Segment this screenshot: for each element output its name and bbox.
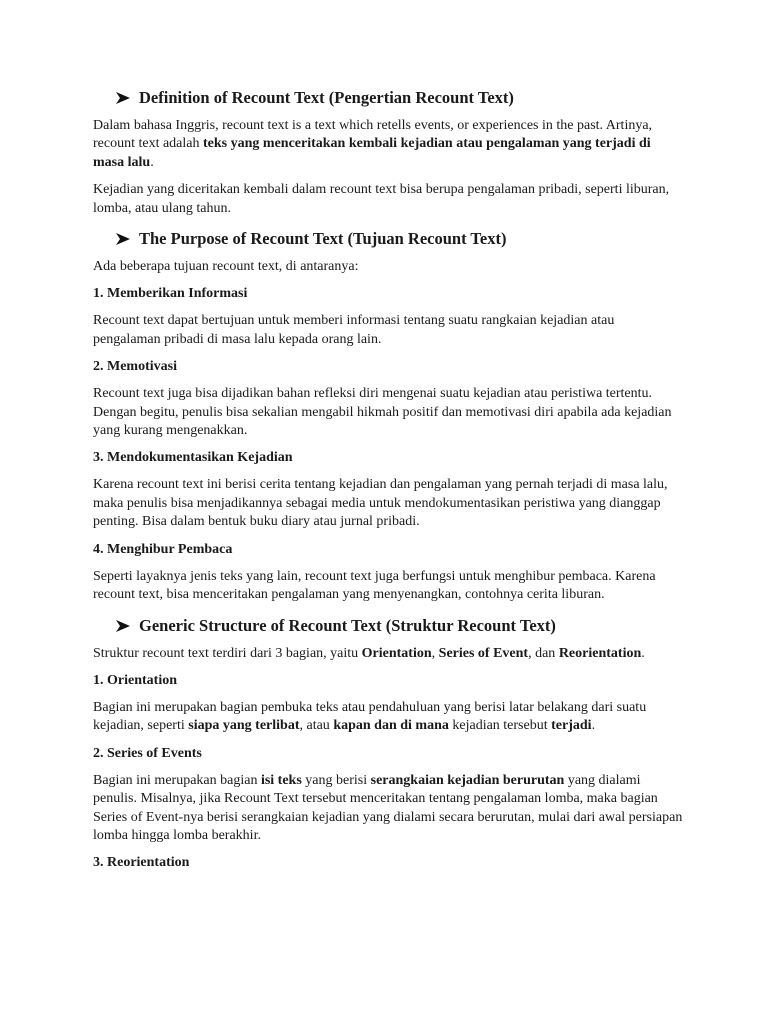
section-heading-definition: Definition of Recount Text (Pengertian Recount Text) (115, 86, 683, 110)
subheading: 3. Reorientation (93, 855, 190, 871)
section-heading-purpose: The Purpose of Recount Text (Tujuan Recount Text) (115, 227, 683, 251)
paragraph: Ada beberapa tujuan recount text, di antaranya: (93, 259, 359, 275)
paragraph: Bagian ini merupakan bagian pembuka teks atau pendahuluan yang berisi latar belakang dari suatu kejadian, seperti siapa yang terlibat, atau kapan dan di mana kejadian tersebut terjadi. (93, 699, 647, 734)
paragraph: Recount text juga bisa dijadikan bahan refleksi diri mengenai suatu kejadian atau peristiwa tertentu. Dengan begitu, penulis bisa sekalian mengabil hikmah positif dan memotivasi diri apabila ada kejadian yang kurang mengenakkan. (93, 386, 672, 439)
arrow-bullet-icon (115, 91, 131, 105)
paragraph: Karena recount text ini berisi cerita tentang kejadian dan pengalaman yang pernah terjadi di masa lalu, maka penulis bisa menjadikannya sebagai media untuk mendokumentasikan peristiwa yang dianggap penting. Bisa dalam bentuk buku diary atau jurnal pribadi. (93, 477, 668, 530)
paragraph: Dalam bahasa Inggris, recount text is a text which retells events, or experiences in the past. Artinya, recount text adalah teks yang menceritakan kembali kejadian atau pengalaman yang terjadi di masa lalu. (93, 118, 653, 170)
paragraph: Kejadian yang diceritakan kembali dalam recount text bisa berupa pengalaman pribadi, seperti liburan, lomba, atau ulang tahun. (93, 182, 670, 216)
paragraph: Bagian ini merupakan bagian isi teks yang berisi serangkaian kejadian berurutan yang dialami penulis. Misalnya, jika Recount Text tersebut menceritakan tentang pengalaman lomba, maka bagian Series of Event-nya berisi serangkaian kejadian yang dialami secara berurutan, mulai dari awal persiapan lomba hingga lomba berakhir. (93, 772, 683, 843)
subheading: 2. Memotivasi (93, 359, 177, 375)
subheading: 3. Mendokumentasikan Kejadian (93, 450, 293, 466)
paragraph: Seperti layaknya jenis teks yang lain, recount text juga berfungsi untuk menghibur pembaca. Karena recount text, bisa menceritakan pengalaman yang menyenangkan, contohnya cerita liburan. (93, 568, 656, 603)
subheading: 1. Orientation (93, 672, 177, 688)
subheading: 2. Series of Events (93, 745, 202, 761)
document-body (93, 86, 683, 881)
subheading: 1. Memberikan Informasi (93, 286, 248, 302)
subheading: 4. Menghibur Pembaca (93, 541, 233, 557)
paragraph: Struktur recount text terdiri dari 3 bagian, yaitu Orientation, Series of Event, dan Reorientation. (93, 645, 645, 661)
arrow-bullet-icon (115, 232, 131, 246)
paragraph: Recount text dapat bertujuan untuk memberi informasi tentang suatu rangkaian kejadian atau pengalaman pribadi di masa lalu kepada orang lain. (93, 313, 615, 347)
section-heading-structure: Generic Structure of Recount Text (Struktur Recount Text) (115, 614, 683, 638)
arrow-bullet-icon (115, 619, 131, 633)
